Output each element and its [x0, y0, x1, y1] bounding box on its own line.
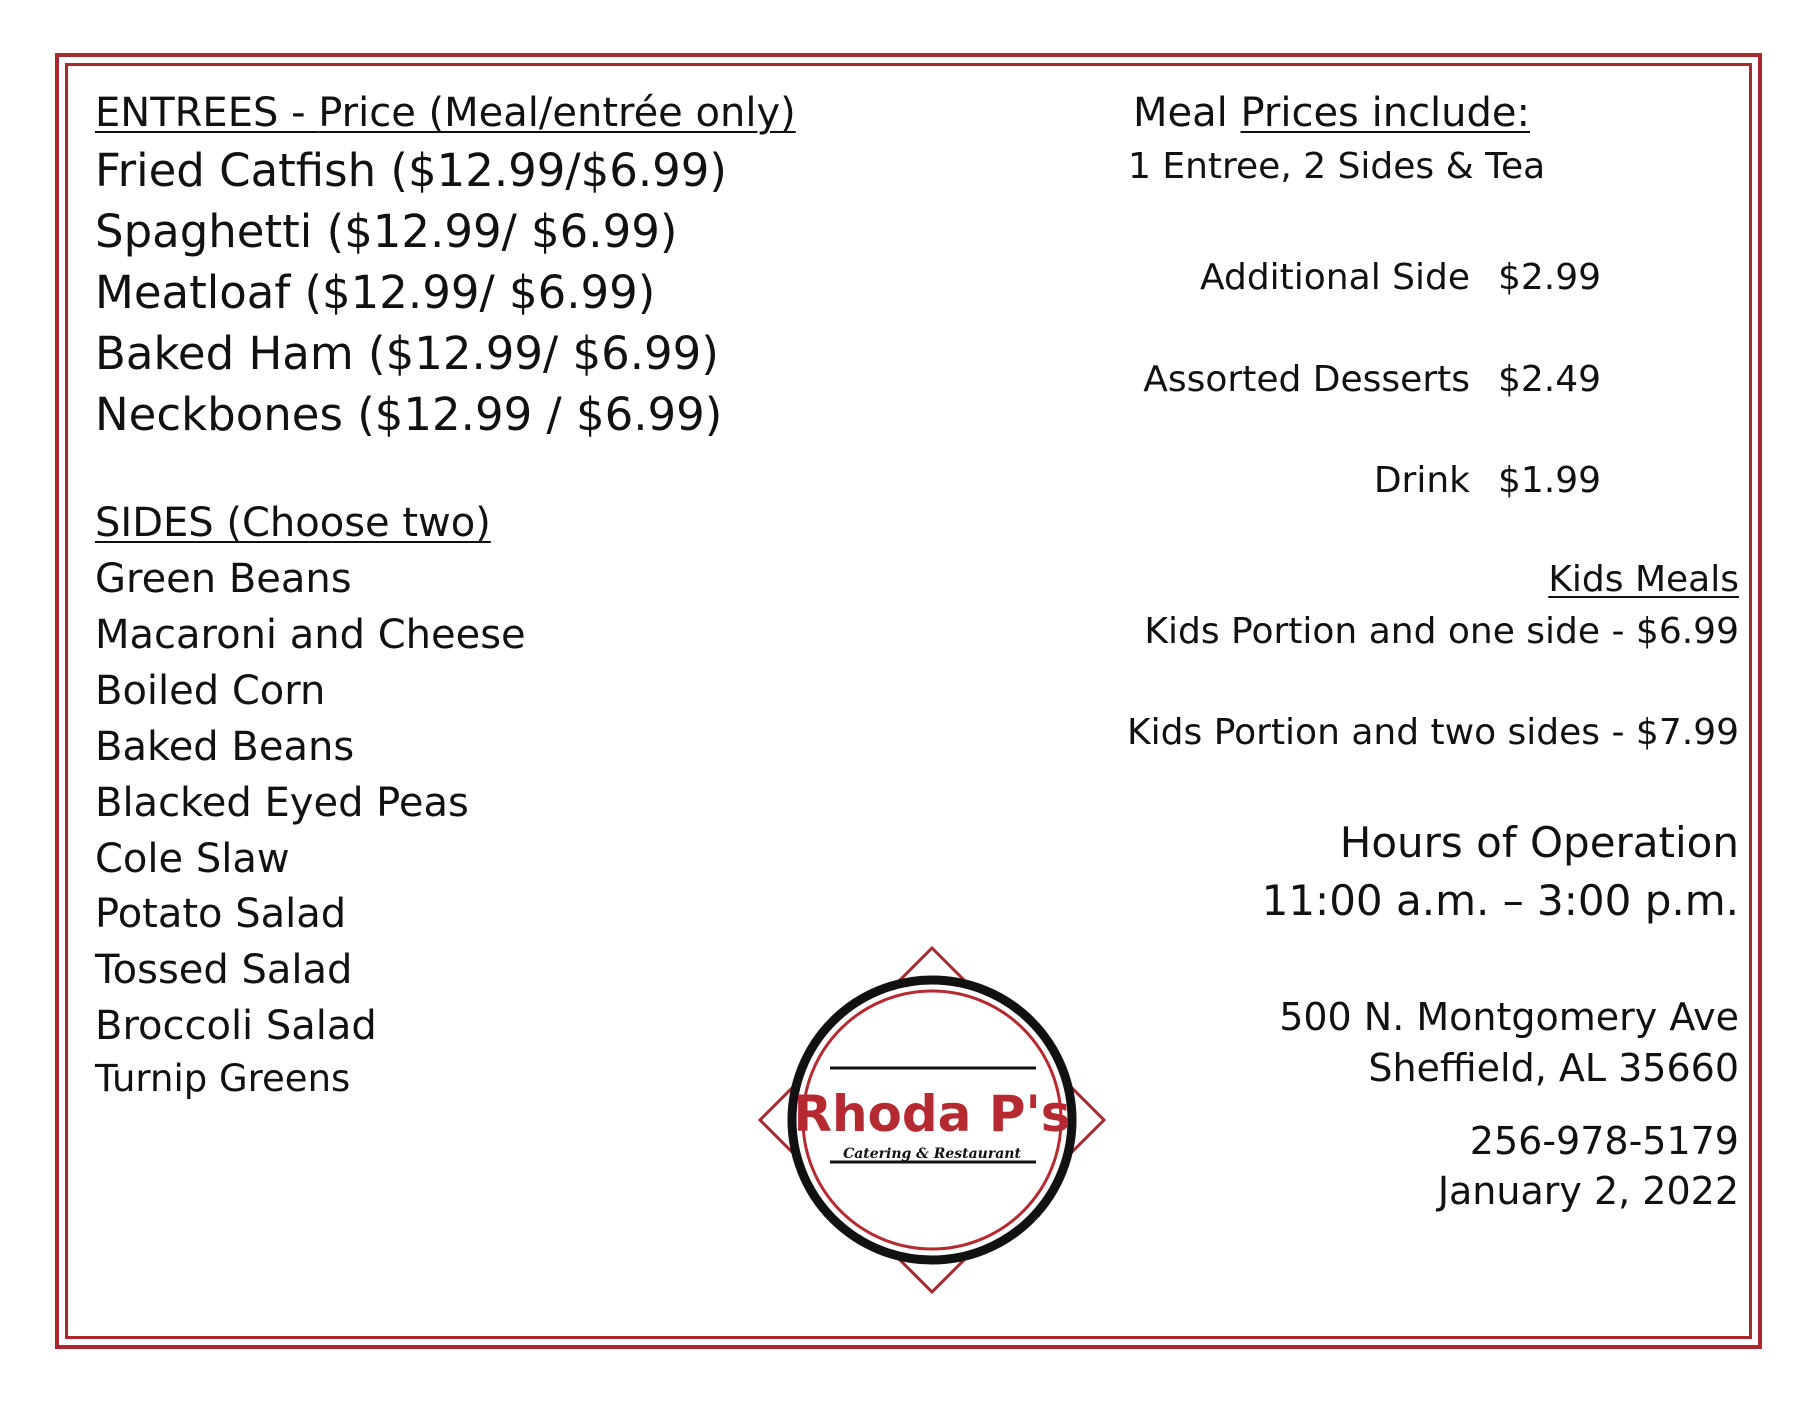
- entrees-heading: [95, 90, 796, 136]
- entrees-heading-prefix: ENTREES -: [95, 90, 319, 136]
- kids-meals-heading: Kids Meals: [1548, 559, 1739, 600]
- side-item: Green Beans: [95, 556, 352, 602]
- hours-heading: Hours of Operation: [1339, 818, 1739, 867]
- meal-prices-heading: [1133, 90, 1530, 136]
- entree-item: Baked Ham ($12.99/ $6.99): [95, 327, 719, 380]
- kids-meal-item: Kids Portion and two sides - $7.99: [1127, 712, 1739, 753]
- side-item: Turnip Greens: [95, 1057, 351, 1100]
- meal-prices-heading-prefix: Meal: [1133, 90, 1241, 136]
- side-item: Broccoli Salad: [95, 1003, 377, 1049]
- hours-time: 11:00 a.m. – 3:00 p.m.: [1261, 876, 1739, 925]
- extra-label: Additional Side: [1199, 257, 1470, 298]
- entree-item: Spaghetti ($12.99/ $6.99): [95, 205, 678, 258]
- side-item: Baked Beans: [95, 724, 355, 770]
- meal-includes: 1 Entree, 2 Sides & Tea: [1128, 146, 1546, 187]
- phone-number: 256-978-5179: [1469, 1119, 1739, 1163]
- extra-price: $2.49: [1498, 359, 1602, 400]
- meal-prices-heading-rest: Prices include:: [1240, 90, 1530, 136]
- logo-name: Rhoda P's: [793, 1085, 1071, 1143]
- side-item: Potato Salad: [95, 891, 347, 937]
- restaurant-logo: [758, 946, 1106, 1294]
- address-line-2: Sheffield, AL 35660: [1368, 1046, 1739, 1090]
- kids-meal-item: Kids Portion and one side - $6.99: [1144, 611, 1739, 652]
- side-item: Cole Slaw: [95, 836, 290, 882]
- extra-label: Drink: [1373, 460, 1470, 501]
- side-item: Tossed Salad: [95, 947, 353, 993]
- side-item: Boiled Corn: [95, 668, 326, 714]
- entrees-heading-rest: Price (Meal/entrée only): [318, 90, 796, 136]
- entree-item: Meatloaf ($12.99/ $6.99): [95, 266, 656, 319]
- extra-price: $1.99: [1498, 460, 1602, 501]
- side-item: Macaroni and Cheese: [95, 612, 526, 658]
- side-item: Blacked Eyed Peas: [95, 780, 469, 826]
- extra-label: Assorted Desserts: [1143, 359, 1470, 400]
- sides-heading: SIDES (Choose two): [95, 500, 491, 546]
- extra-price: $2.99: [1498, 257, 1602, 298]
- logo-tagline: Catering & Restaurant: [843, 1146, 1021, 1162]
- address-line-1: 500 N. Montgomery Ave: [1279, 995, 1739, 1039]
- entree-item: Neckbones ($12.99 / $6.99): [95, 388, 723, 441]
- entree-item: Fried Catfish ($12.99/$6.99): [95, 144, 727, 197]
- menu-date: January 2, 2022: [1437, 1169, 1739, 1213]
